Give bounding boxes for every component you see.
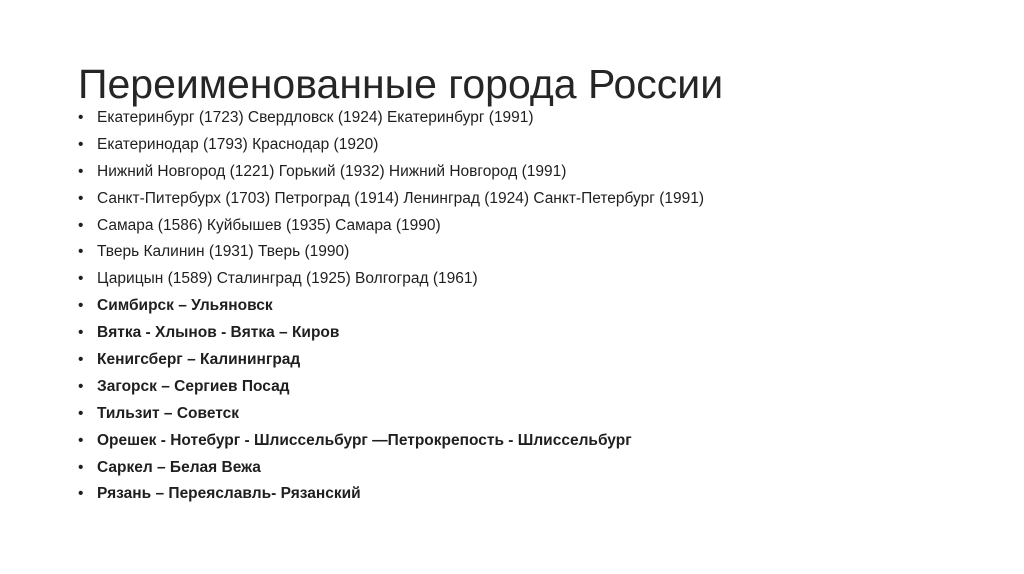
list-item-text: Екатеринодар (1793) Краснодар (1920) — [97, 135, 379, 153]
bullet-marker: • — [78, 351, 84, 369]
list-item — [78, 374, 704, 401]
list-item-text: Самара (1586) Куйбышев (1935) Самара (1990) — [97, 216, 441, 234]
bullet-marker: • — [78, 189, 84, 207]
list-item-text: Тильзит – Советск — [97, 404, 240, 422]
list-item-text: Екатеринбург (1723) Свердловск (1924) Екатеринбург (1991) — [97, 109, 534, 126]
list-item — [78, 186, 704, 213]
list-item-text: Тверь Калинин (1931) Тверь (1990) — [97, 243, 350, 261]
list-item — [78, 401, 704, 428]
list-item — [78, 455, 704, 482]
list-item — [78, 213, 704, 240]
list-item-text: Симбирск – Ульяновск — [97, 297, 273, 315]
list-item-text: Царицын (1589) Сталинград (1925) Волгоград (1961) — [97, 270, 478, 288]
bullet-marker: • — [78, 404, 84, 422]
list-item — [78, 266, 704, 293]
list-item — [78, 132, 704, 159]
slide-title: Переименованные города России — [78, 61, 724, 107]
bullet-marker: • — [78, 431, 84, 449]
list-item — [78, 239, 704, 266]
list-item-text: Рязань – Переяславль- Рязанский — [97, 485, 361, 503]
bullet-marker: • — [78, 377, 84, 395]
list-item-text: Загорск – Сергиев Посад — [97, 377, 290, 395]
bullet-marker: • — [78, 162, 84, 180]
list-item — [78, 347, 704, 374]
bullet-marker: • — [78, 297, 84, 315]
list-item — [78, 428, 704, 455]
bullet-marker: • — [78, 458, 84, 476]
list-item — [78, 293, 704, 320]
list-item — [78, 159, 704, 186]
bullet-list — [78, 105, 704, 508]
bullet-marker: • — [78, 324, 84, 342]
list-item — [78, 105, 704, 132]
list-item-text: Нижний Новгород (1221) Горький (1932) Нижний Новгород (1991) — [97, 162, 567, 180]
list-item — [78, 320, 704, 347]
list-item-text: Санкт-Питербурх (1703) Петроград (1914) Ленинград (1924) Санкт-Петербург (1991) — [97, 189, 704, 207]
bullet-marker: • — [78, 485, 84, 503]
list-item-text: Саркел – Белая Вежа — [97, 458, 261, 476]
list-item-text: Вятка - Хлынов - Вятка – Киров — [97, 324, 340, 342]
bullet-marker: • — [78, 216, 84, 234]
bullet-marker: • — [78, 109, 84, 126]
list-item — [78, 481, 704, 508]
list-item-text: Кенигсберг – Калининград — [97, 351, 301, 369]
list-item-text: Орешек - Нотебург - Шлиссельбург —Петрокрепость - Шлиссельбург — [97, 431, 632, 449]
bullet-marker: • — [78, 135, 84, 153]
bullet-marker: • — [78, 243, 84, 261]
bullet-marker: • — [78, 270, 84, 288]
